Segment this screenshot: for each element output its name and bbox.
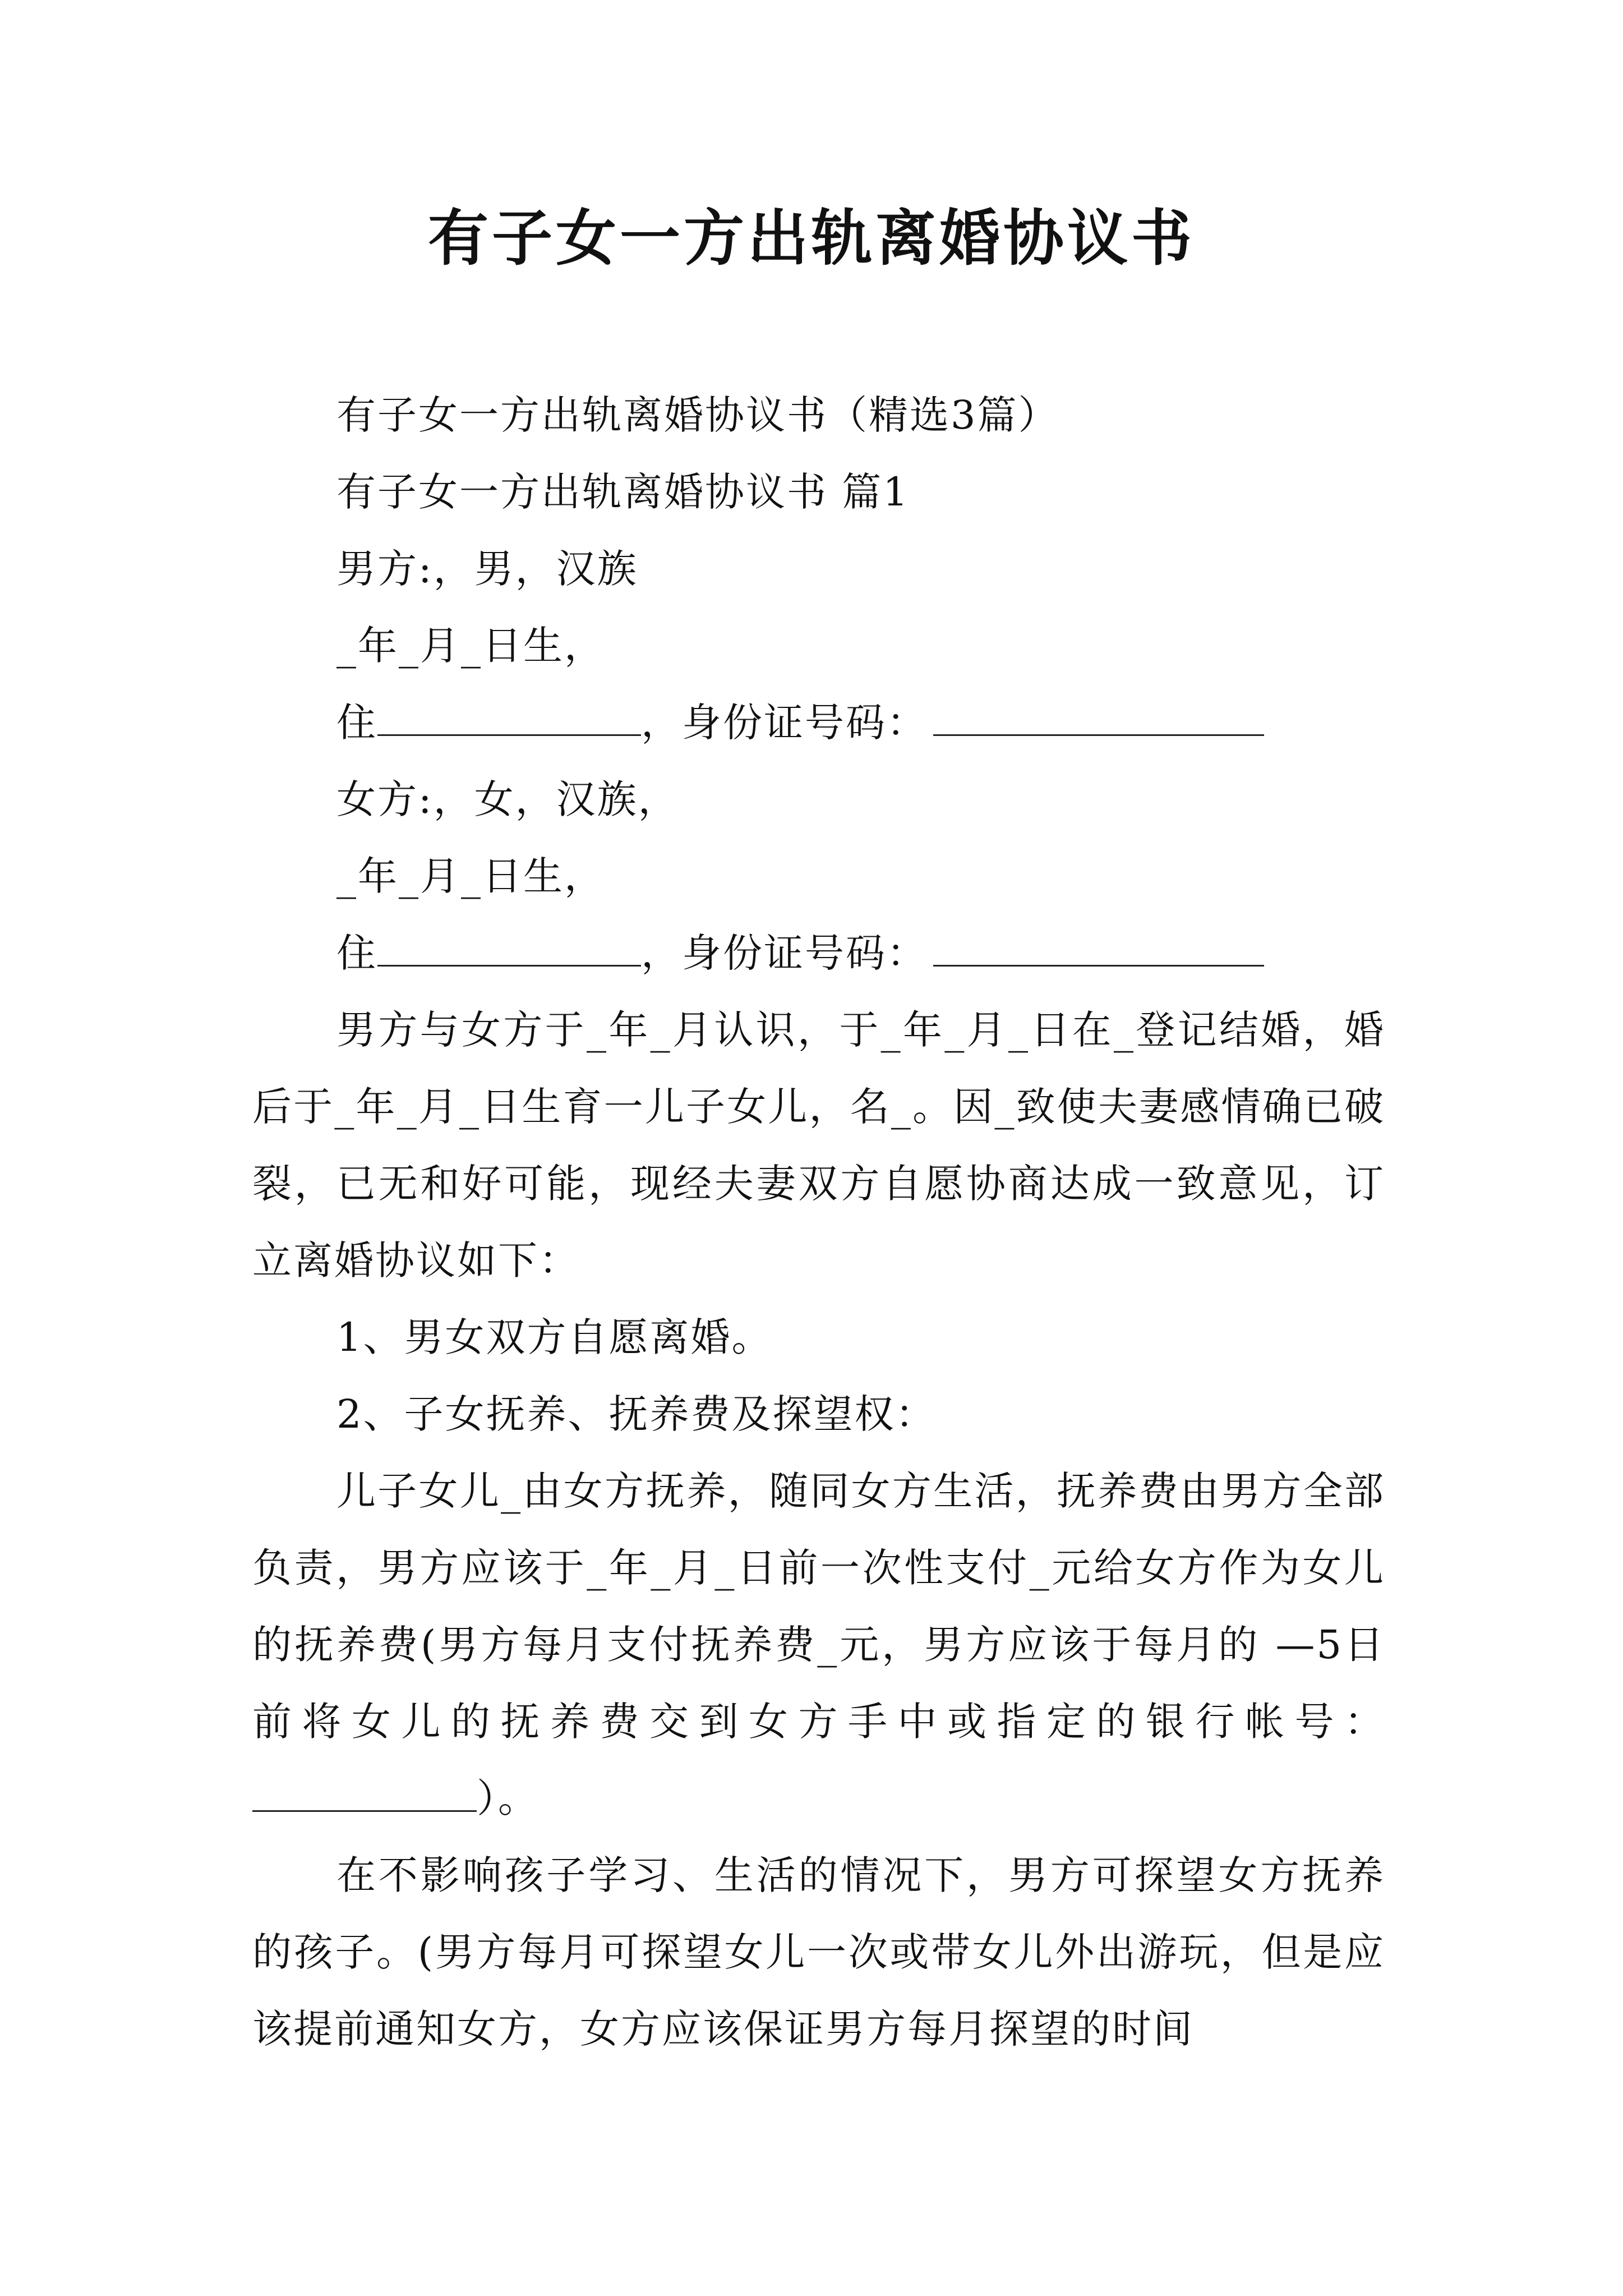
female-address-blank (377, 931, 641, 967)
document-title: 有子女一方出轨离婚协议书 (427, 203, 1195, 274)
female-info-line: 女方:，女，汉族， (336, 776, 679, 822)
female-birth-line: _年_月_日生， (336, 853, 605, 899)
female-address-line (252, 915, 1385, 992)
male-info-line: 男方:，男，汉族 (336, 546, 638, 592)
intro-paragraph: 男方与女方于_年_月认识，于_年_月_日在_登记结婚，婚后于_年_月_日生育一儿子女儿，名_。因_致使夫妻感情确已破裂，已无和好可能，现经夫妻双方自愿协商达成一致意见，订立离婚协议如下： (252, 1007, 1385, 1283)
custody-paragraph (252, 1453, 1385, 1837)
section-heading: 有子女一方出轨离婚协议书 篇1 (336, 469, 910, 515)
clause-2: 2、子女抚养、抚养费及探望权： (336, 1391, 937, 1437)
custody-end: ）。 (477, 1775, 539, 1821)
male-id-blank (933, 701, 1264, 736)
male-id-label: ，身份证号码： (641, 700, 928, 746)
document-subtitle: 有子女一方出轨离婚协议书（精选3篇） (336, 392, 1059, 438)
female-id-blank (933, 931, 1264, 967)
visitation-paragraph: 在不影响孩子学习、生活的情况下，男方可探望女方抚养的孩子。(男方每月可探望女儿一次或带女儿外出游玩，但是应该提前通知女方，女方应该保证男方每月探望的时间 (252, 1852, 1385, 2052)
male-address-line (252, 684, 1385, 761)
female-id-label: ，身份证号码： (641, 930, 928, 976)
female-address-prefix: 住 (336, 930, 377, 976)
document-body (252, 377, 1385, 2068)
male-address-blank (377, 701, 641, 736)
male-address-prefix: 住 (336, 700, 377, 746)
custody-text: 儿子女儿_由女方抚养，随同女方生活，抚养费由男方全部负责，男方应该于_年_月_日前一次性支付_元给女方作为女儿的抚养费(男方每月支付抚养费_元，男方应该于每月的 —5日前将女儿的抚养费交到女方手中或指定的银行帐号： (252, 1468, 1385, 1745)
male-birth-line: _年_月_日生， (336, 623, 605, 669)
bank-account-blank (252, 1777, 477, 1812)
clause-1: 1、男女双方自愿离婚。 (336, 1314, 773, 1360)
